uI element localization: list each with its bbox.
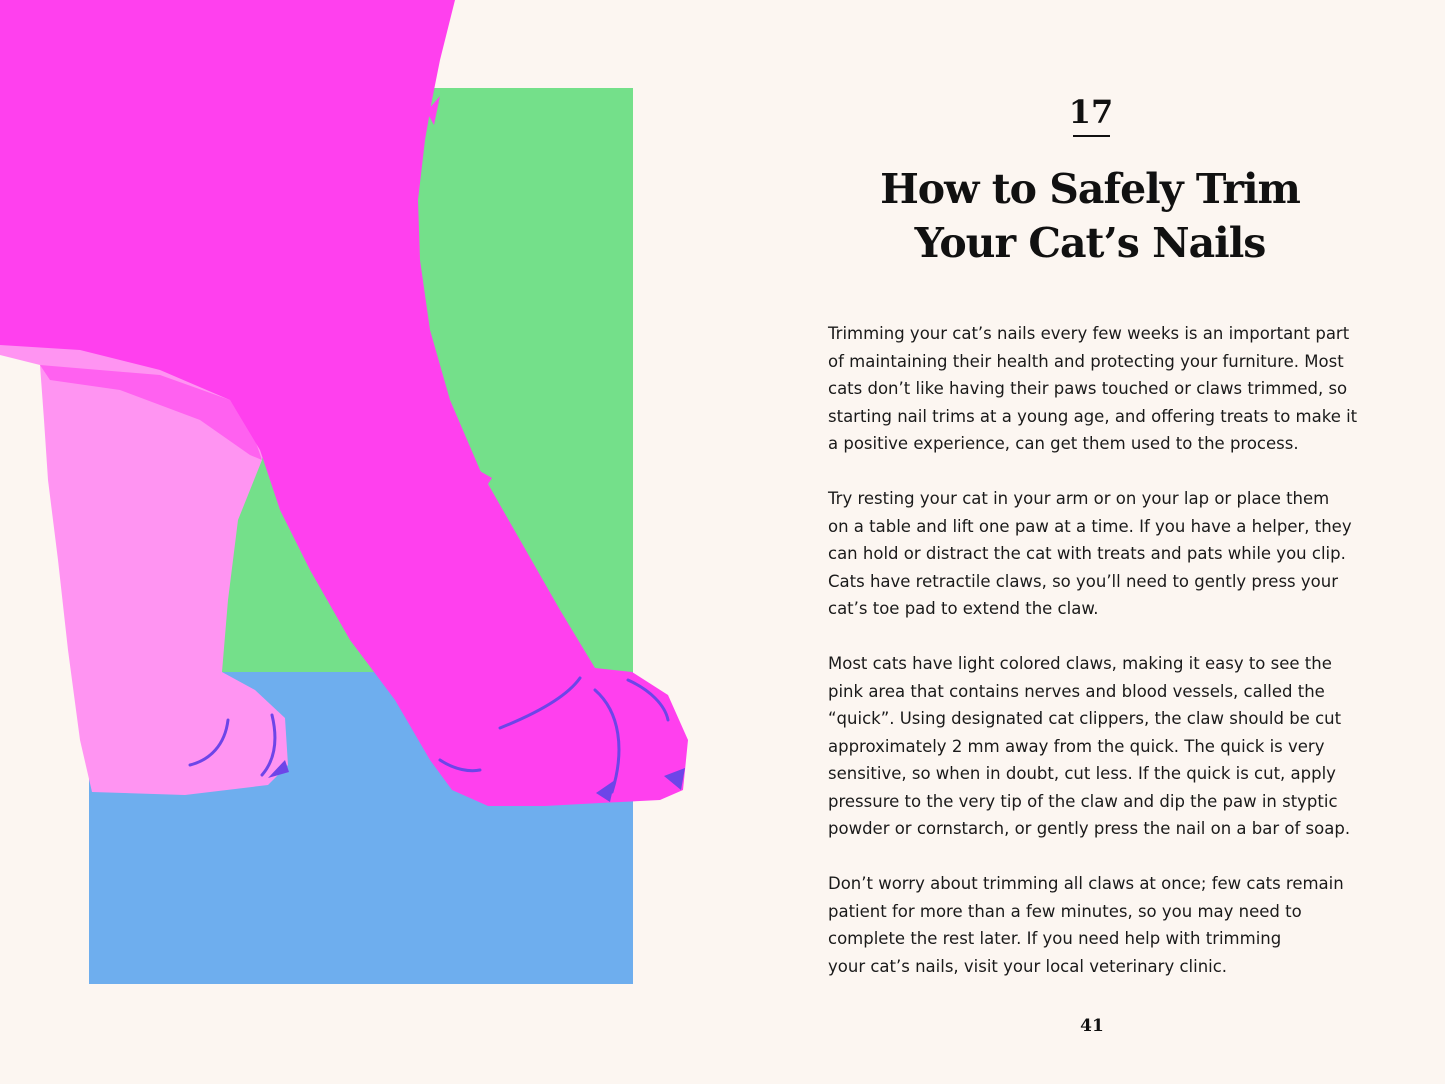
text-line: cat’s toe pad to extend the claw.: [828, 599, 1099, 618]
text-line: Trimming your cat’s nails every few weeks is an important part: [828, 324, 1350, 343]
chapter-number: 17: [1068, 93, 1114, 131]
text-line: Try resting your cat in your arm or on your lap or place them: [828, 489, 1330, 508]
text-line: starting nail trims at a young age, and offering treats to make it: [828, 406, 1358, 426]
cat-legs-and-paws-icon: [0, 0, 720, 1084]
paragraph-holding: [828, 485, 1368, 623]
text-line: on a table and lift one paw at a time. If you have a helper, they: [828, 516, 1352, 536]
paragraph-patience: [828, 870, 1368, 980]
text-line: of maintaining their health and protecting your furniture. Most: [828, 351, 1344, 371]
text-line: a positive experience, can get them used to the process.: [828, 434, 1299, 453]
chapter-title-line: How to Safely Trim: [880, 165, 1300, 213]
text-line: approximately 2 mm away from the quick. The quick is very: [828, 736, 1325, 756]
text-line: powder or cornstarch, or gently press the nail on a bar of soap.: [828, 819, 1351, 838]
text-line: sensitive, so when in doubt, cut less. If the quick is cut, apply: [828, 764, 1336, 783]
text-line: complete the rest later. If you need help with trimming: [828, 929, 1282, 948]
chapter-title: [820, 162, 1360, 270]
page-number: 41: [1080, 1016, 1104, 1036]
text-line: patient for more than a few minutes, so you may need to: [828, 901, 1302, 921]
text-line: Cats have retractile claws, so you’ll need to gently press your: [828, 571, 1338, 591]
text-line: pink area that contains nerves and blood vessels, called the: [828, 681, 1325, 701]
cat-paws-illustration: [0, 0, 720, 1084]
text-line: your cat’s nails, visit your local veterinary clinic.: [828, 956, 1228, 976]
text-line: can hold or distract the cat with treats and pats while you clip.: [828, 544, 1346, 563]
text-line: pressure to the very tip of the claw and dip the paw in styptic: [828, 791, 1338, 811]
text-line: Most cats have light colored claws, making it easy to see the: [828, 654, 1332, 673]
paragraph-quick: [828, 650, 1368, 843]
chapter-title-line: Your Cat’s Nails: [914, 219, 1266, 267]
paragraph-intro: [828, 320, 1368, 458]
text-line: “quick”. Using designated cat clippers, the claw should be cut: [828, 709, 1342, 728]
text-line: Don’t worry about trimming all claws at once; few cats remain: [828, 874, 1344, 893]
body-text: [828, 320, 1368, 1008]
chapter-number-underline: [1073, 135, 1110, 137]
text-line: cats don’t like having their paws touched or claws trimmed, so: [828, 379, 1348, 398]
